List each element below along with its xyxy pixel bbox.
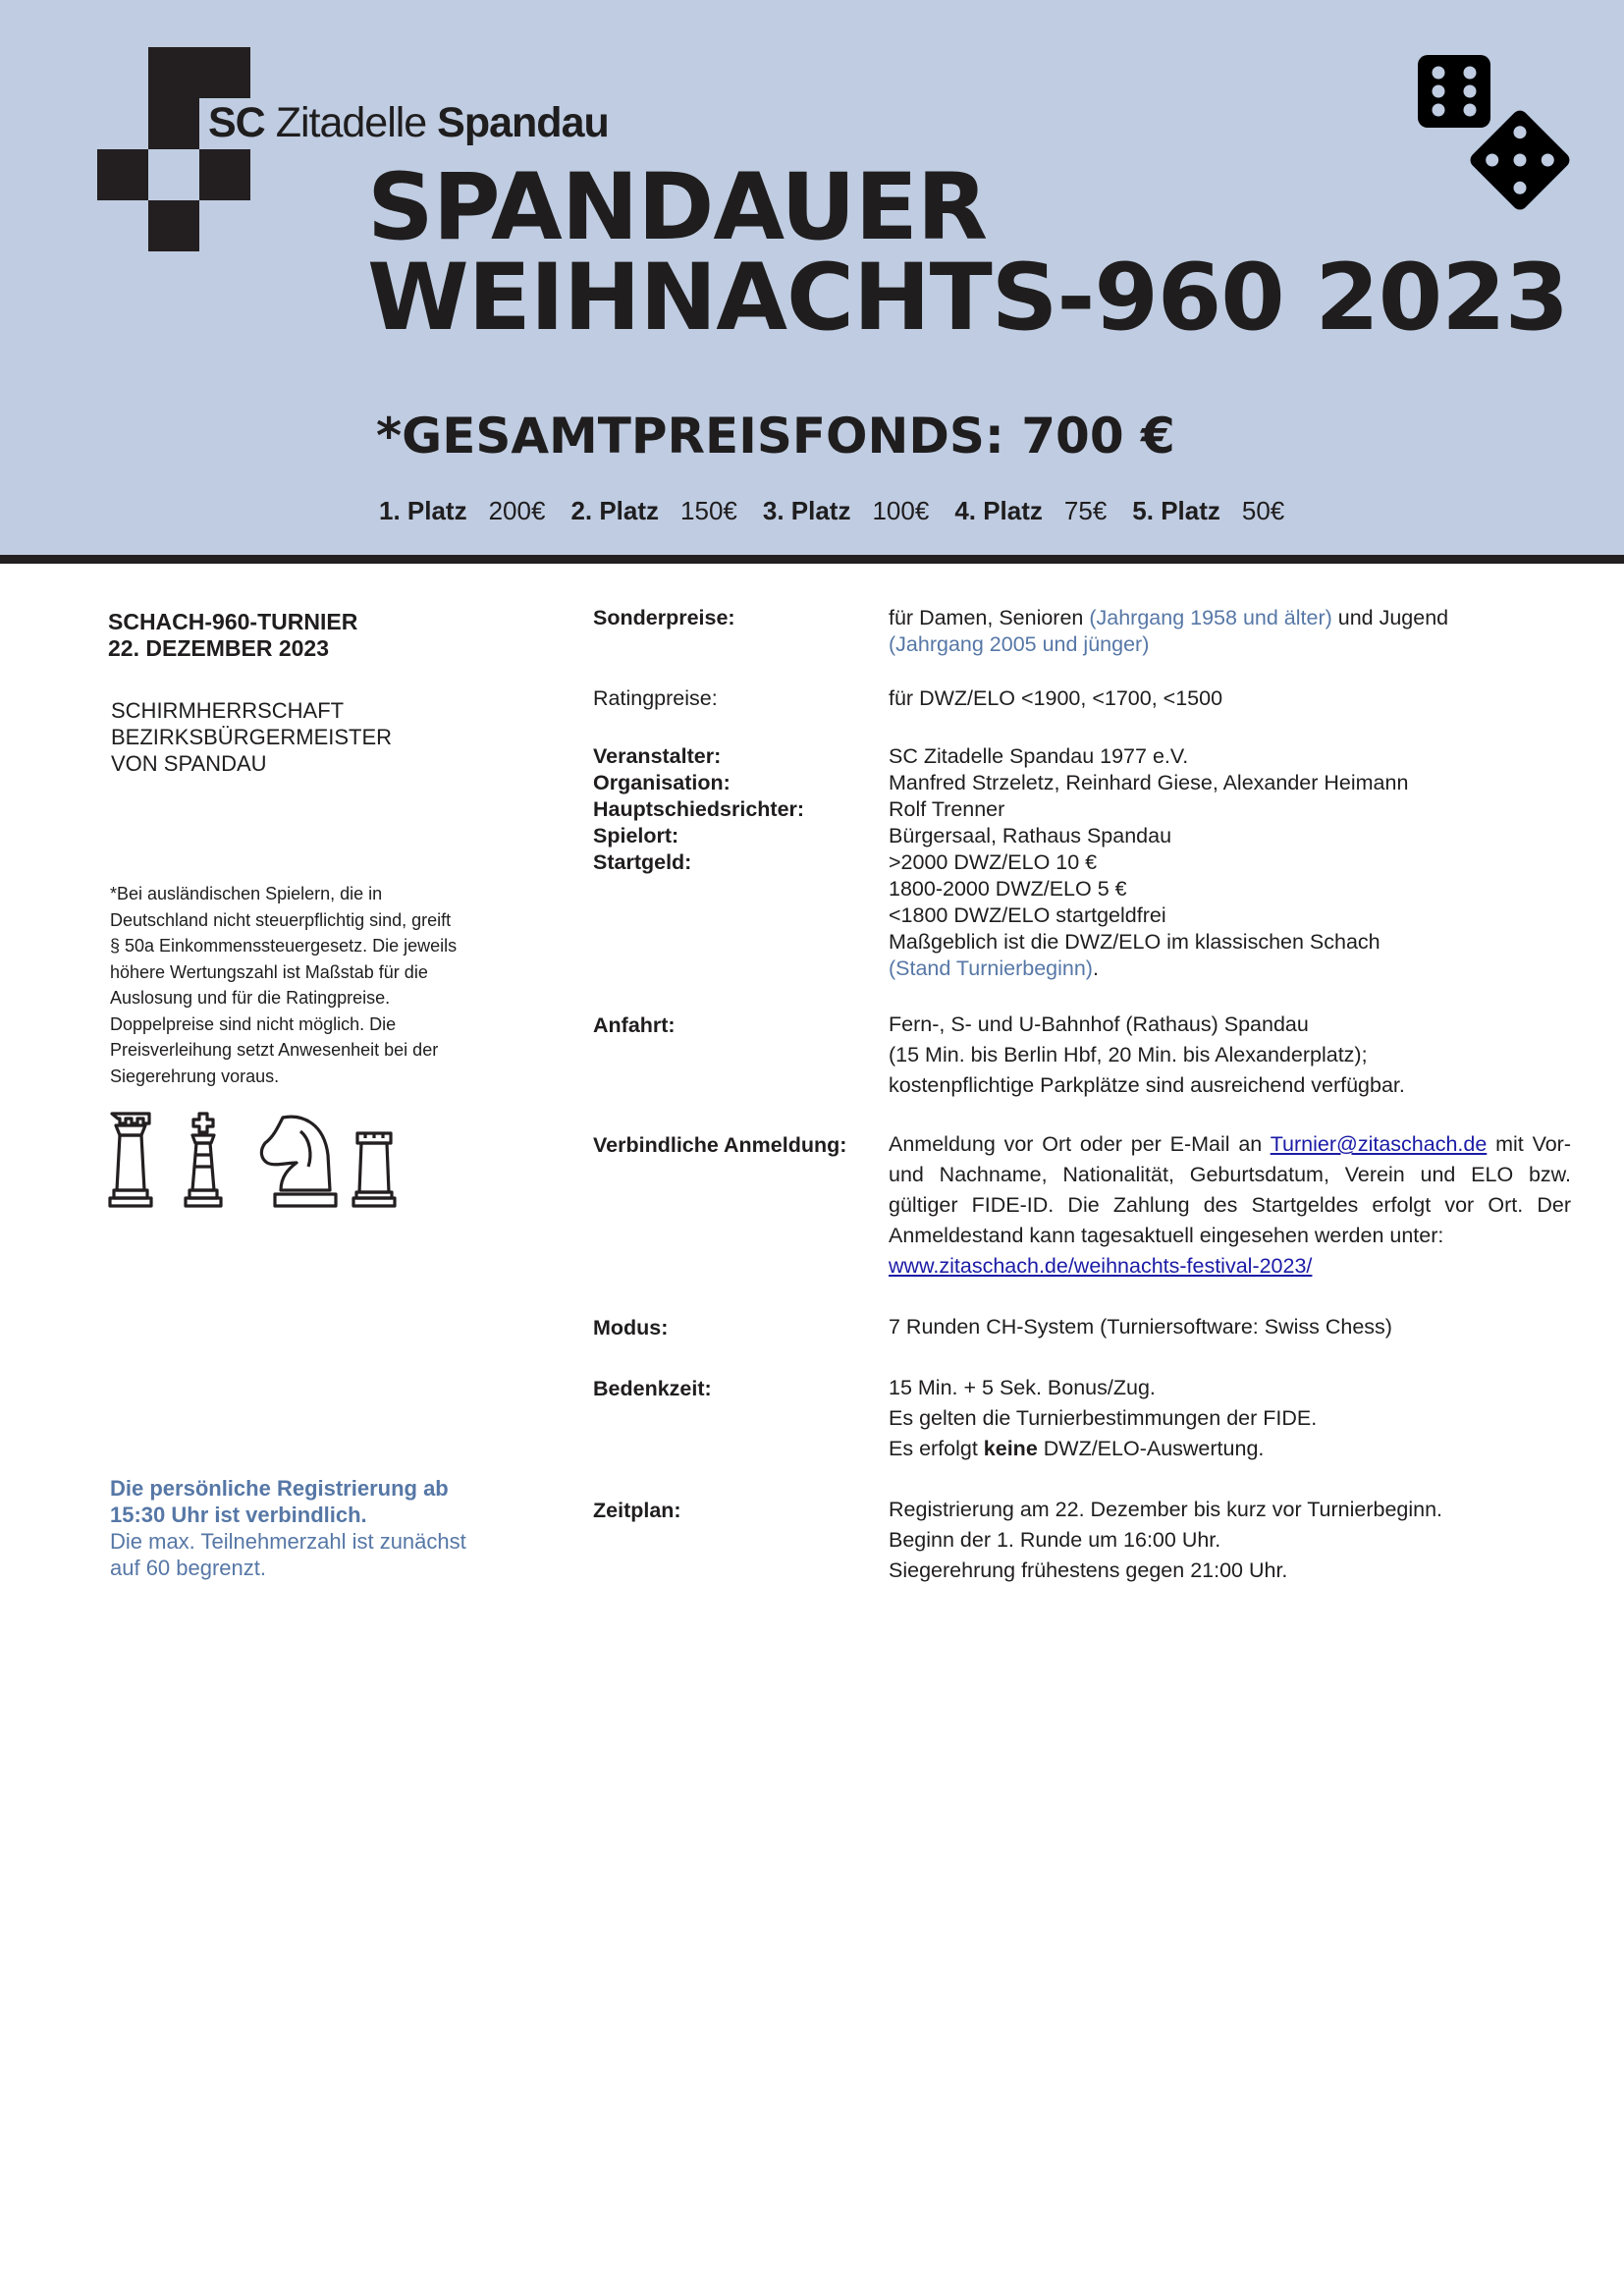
registration-note-line: Die max. Teilnehmerzahl ist zunächst bbox=[110, 1529, 466, 1554]
label-modus: Modus: bbox=[593, 1316, 669, 1339]
bedenkzeit-text: Es erfolgt bbox=[889, 1437, 984, 1460]
event-date: 22. DEZEMBER 2023 bbox=[108, 635, 329, 661]
logo-spandau: Spandau bbox=[437, 99, 609, 146]
anmeldung-text: Anmeldung vor Ort oder per E-Mail an bbox=[889, 1132, 1271, 1156]
place-amount: 100€ bbox=[872, 496, 930, 525]
startgeld-line: 1800-2000 DWZ/ELO 5 € bbox=[889, 877, 1127, 901]
footnote-line: höhere Wertungszahl ist Maßstab für die bbox=[110, 961, 428, 982]
label-anmeldung: Verbindliche Anmeldung: bbox=[593, 1133, 847, 1157]
zeitplan-line: Beginn der 1. Runde um 16:00 Uhr. bbox=[889, 1528, 1221, 1552]
label-bedenkzeit: Bedenkzeit: bbox=[593, 1377, 712, 1400]
startgeld-line: Maßgeblich ist die DWZ/ELO im klassischen Schach bbox=[889, 930, 1380, 954]
bedenkzeit-line: 15 Min. + 5 Sek. Bonus/Zug. bbox=[889, 1376, 1156, 1399]
place-label: 5. Platz bbox=[1132, 496, 1220, 525]
logo-sc: SC bbox=[208, 99, 265, 146]
value-zeitplan bbox=[889, 1495, 1442, 1586]
startgeld-line: <1800 DWZ/ELO startgeldfrei bbox=[889, 903, 1166, 927]
startgeld-dot: . bbox=[1092, 957, 1099, 980]
zeitplan-line: Registrierung am 22. Dezember bis kurz vor Turnierbeginn. bbox=[889, 1498, 1443, 1521]
footnote-line: *Bei ausländischen Spielern, die in bbox=[110, 884, 383, 903]
club-logo-text bbox=[208, 96, 609, 149]
place-label: 3. Platz bbox=[762, 496, 851, 525]
label-startgeld: Startgeld: bbox=[593, 850, 692, 874]
label-spielort: Spielort: bbox=[593, 824, 679, 847]
place-amount: 50€ bbox=[1241, 496, 1285, 525]
label-anfahrt: Anfahrt: bbox=[593, 1013, 676, 1037]
footnote-line: Siegerehrung voraus. bbox=[110, 1066, 280, 1086]
bedenkzeit-line: Es gelten die Turnierbestimmungen der FIDE. bbox=[889, 1406, 1318, 1430]
place-amount: 150€ bbox=[680, 496, 737, 525]
value-hauptschiedsrichter: Rolf Trenner bbox=[889, 797, 1005, 821]
footnote-line: Deutschland nicht steuerpflichtig sind, greift bbox=[110, 909, 452, 930]
value-ratingpreise: für DWZ/ELO <1900, <1700, <1500 bbox=[889, 686, 1223, 710]
king-icon bbox=[186, 1114, 221, 1206]
registration-note-bold: 15:30 Uhr ist verbindlich. bbox=[110, 1503, 367, 1527]
footnote-line: Auslosung und für die Ratingpreise. bbox=[110, 988, 391, 1008]
registration-note-bold: Die persönliche Registrierung ab bbox=[110, 1476, 449, 1501]
value-modus: 7 Runden CH-System (Turniersoftware: Swiss Chess) bbox=[889, 1315, 1392, 1339]
header-divider bbox=[0, 555, 1624, 564]
value-anfahrt bbox=[889, 1010, 1405, 1101]
sonderpreise-senior-year: (Jahrgang 1958 und älter) bbox=[1089, 606, 1332, 629]
bedenkzeit-emphasis: keine bbox=[983, 1437, 1038, 1460]
label-veranstalter: Veranstalter: bbox=[593, 744, 722, 768]
place-label: 1. Platz bbox=[379, 496, 467, 525]
title-line-2: WEIHNACHTS-960 2023 bbox=[367, 245, 1569, 352]
value-startgeld bbox=[889, 849, 1380, 982]
email-link[interactable]: Turnier@zitaschach.de bbox=[1270, 1132, 1488, 1156]
logo-zitadelle: Zitadelle bbox=[275, 99, 427, 146]
footnote-line: Preisverleihung setzt Anwesenheit bei der bbox=[110, 1040, 439, 1060]
value-organisation: Manfred Strzeletz, Reinhard Giese, Alexander Heimann bbox=[889, 771, 1409, 794]
value-veranstalter: SC Zitadelle Spandau 1977 e.V. bbox=[889, 744, 1189, 768]
label-ratingpreise: Ratingpreise: bbox=[593, 686, 718, 710]
anfahrt-line: Fern-, S- und U-Bahnhof (Rathaus) Spandau bbox=[889, 1012, 1309, 1036]
patronage-line: SCHIRMHERRSCHAFT bbox=[111, 698, 345, 723]
chess-pieces-icon bbox=[108, 1112, 403, 1210]
anmeldung-text: mit Vor- und Nachname, Nationalität, Geburtsdatum, Verein und ELO bzw. gültiger FIDE-ID. Die Zahlung des Startgeldes erfolgt vor Ort. Der Anmeldestand kann tagesaktuell eingesehen werden unter: bbox=[889, 1132, 1571, 1247]
startgeld-line: >2000 DWZ/ELO 10 € bbox=[889, 850, 1098, 874]
place-amount: 200€ bbox=[488, 496, 546, 525]
value-sonderpreise bbox=[889, 605, 1448, 658]
startgeld-reference: (Stand Turnierbeginn) bbox=[889, 957, 1093, 980]
prize-fund: *GESAMTPREISFONDS: 700 € bbox=[376, 408, 1175, 465]
footnote-line: § 50a Einkommenssteuergesetz. Die jeweils bbox=[110, 936, 458, 956]
zeitplan-line: Siegerehrung frühestens gegen 21:00 Uhr. bbox=[889, 1558, 1288, 1582]
anfahrt-line: kostenpflichtige Parkplätze sind ausreichend verfügbar. bbox=[889, 1073, 1405, 1097]
patronage-line: BEZIRKSBÜRGERMEISTER bbox=[111, 725, 393, 749]
patronage-line: VON SPANDAU bbox=[111, 751, 267, 776]
event-type: SCHACH-960-TURNIER bbox=[108, 609, 358, 634]
footnote-line: Doppelpreise sind nicht möglich. Die bbox=[110, 1013, 397, 1034]
place-label: 4. Platz bbox=[954, 496, 1043, 525]
small-rook-icon bbox=[353, 1133, 395, 1206]
rook-icon bbox=[110, 1114, 151, 1206]
registration-note bbox=[110, 1475, 466, 1581]
label-hauptschiedsrichter: Hauptschiedsrichter: bbox=[593, 797, 805, 821]
event-heading bbox=[108, 609, 357, 662]
value-bedenkzeit bbox=[889, 1373, 1317, 1464]
registration-url-link[interactable]: www.zitaschach.de/weihnachts-festival-2023/ bbox=[889, 1254, 1313, 1278]
page-title bbox=[367, 154, 1569, 352]
knight-icon bbox=[261, 1117, 336, 1206]
value-anmeldung bbox=[889, 1129, 1571, 1282]
place-label: 2. Platz bbox=[570, 496, 660, 525]
anfahrt-line: (15 Min. bis Berlin Hbf, 20 Min. bis Alexanderplatz); bbox=[889, 1043, 1368, 1066]
bedenkzeit-text: DWZ/ELO-Auswertung. bbox=[1037, 1437, 1265, 1460]
prize-places bbox=[379, 491, 1310, 530]
label-zeitplan: Zeitplan: bbox=[593, 1499, 681, 1522]
sonderpreise-text: für Damen, Senioren bbox=[889, 606, 1090, 629]
registration-note-line: auf 60 begrenzt. bbox=[110, 1556, 267, 1580]
sonderpreise-youth-year: (Jahrgang 2005 und jünger) bbox=[889, 632, 1150, 656]
tax-footnote bbox=[110, 881, 493, 1089]
label-sonderpreise: Sonderpreise: bbox=[593, 606, 735, 629]
title-line-1: SPANDAUER bbox=[367, 154, 988, 261]
patronage bbox=[111, 697, 392, 777]
sonderpreise-text: und Jugend bbox=[1331, 606, 1449, 629]
label-organisation: Organisation: bbox=[593, 771, 731, 794]
place-amount: 75€ bbox=[1063, 496, 1108, 525]
value-spielort: Bürgersaal, Rathaus Spandau bbox=[889, 824, 1172, 847]
